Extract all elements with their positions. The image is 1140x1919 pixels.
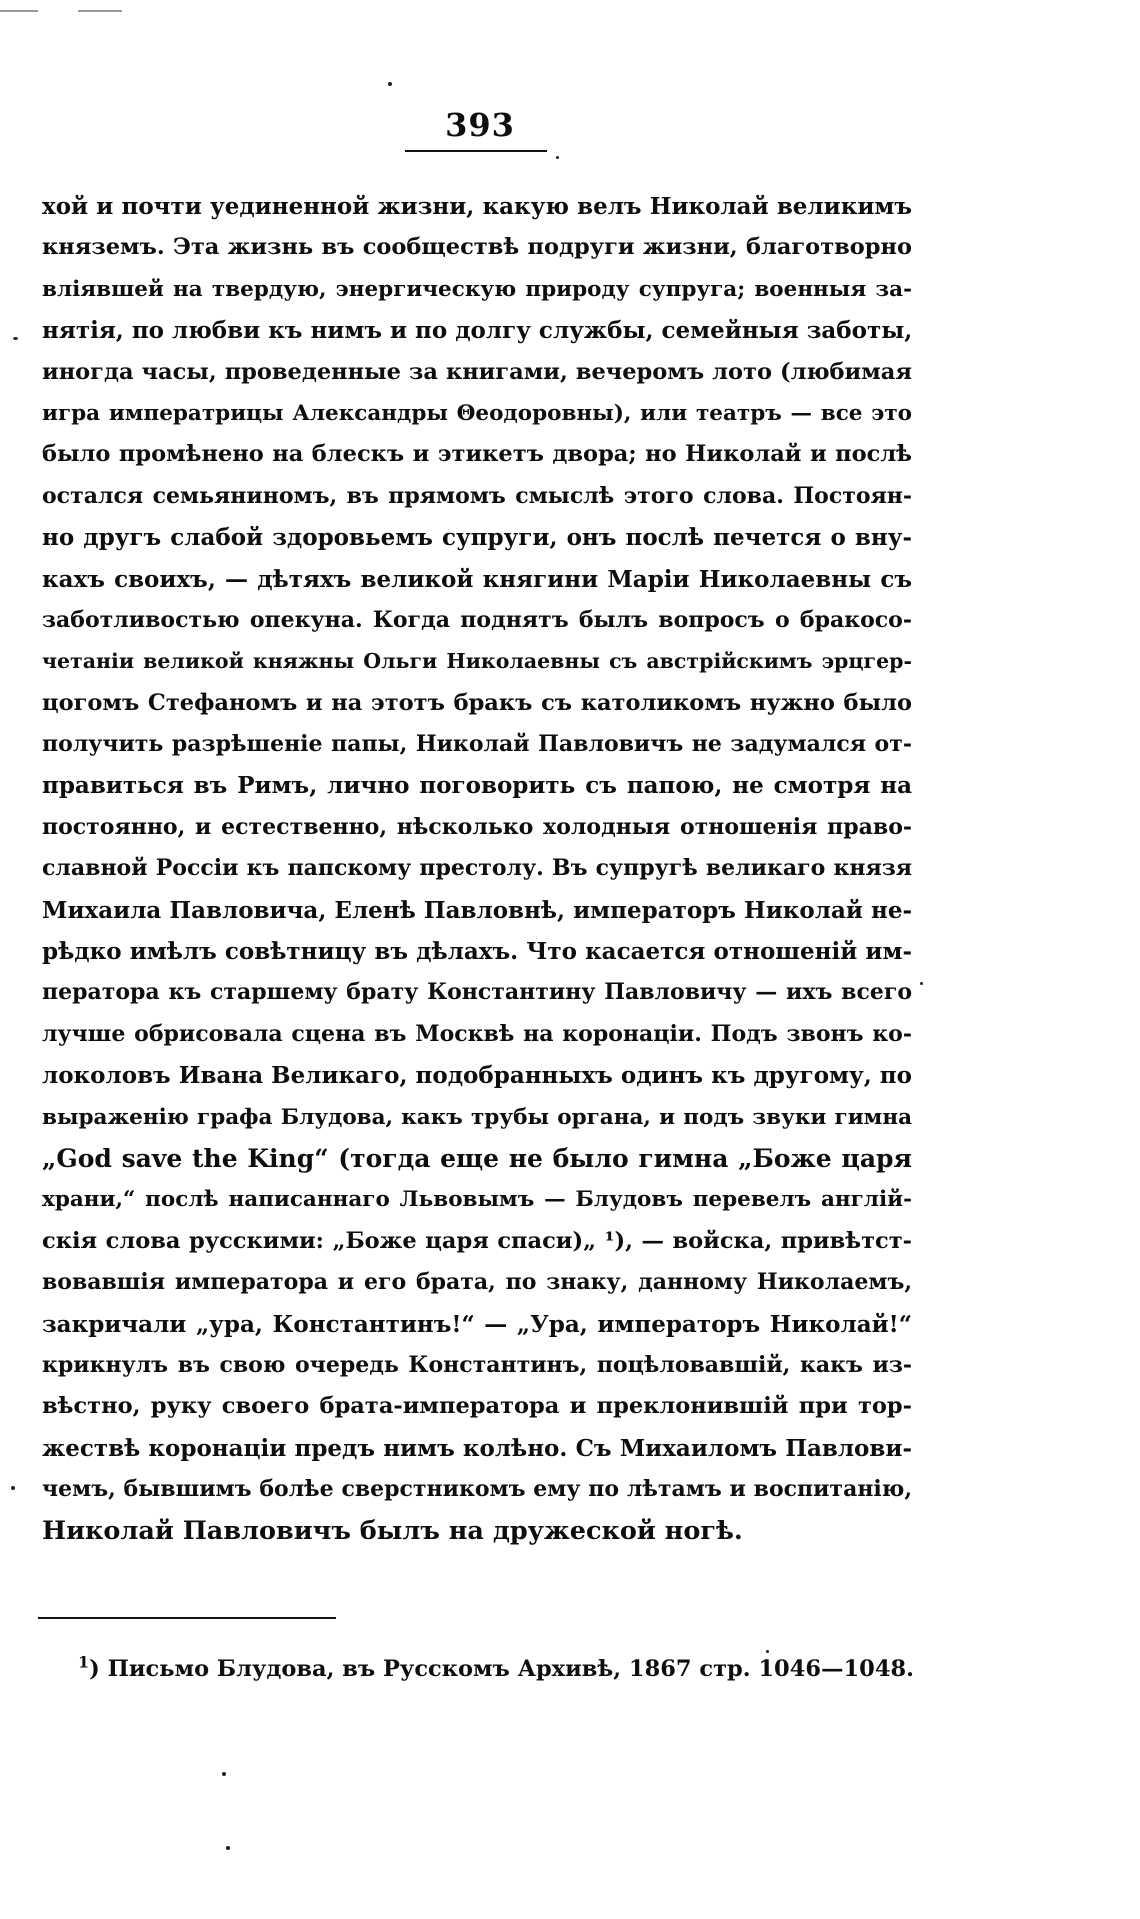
text-line: ператора къ старшему брату Константину Павловичу — ихъ всего [42, 979, 912, 1006]
text-line: храни,“ послѣ написаннаго Львовымъ — Блудовъ перевелъ англiй- [42, 1187, 912, 1213]
text-line: нятiя, по любви къ нимъ и по долгу службы, семейныя заботы, [42, 317, 912, 345]
text-line: лучше обрисовала сцена въ Москвѣ на коронацiи. Подъ звонъ ко- [42, 1020, 912, 1047]
scan-speck [766, 1650, 769, 1653]
text-line: скiя слова русскими: „Боже царя спаси)„ ¹), — войска, привѣтст- [42, 1227, 912, 1254]
text-line: закричали „ура, Константинъ!“ — „Ура, императоръ Николай!“ [42, 1310, 912, 1338]
scan-speck [11, 1486, 15, 1490]
text-line: иногда часы, проведенные за книгами, вечеромъ лото (любимая [42, 358, 912, 385]
text-line: получить разрѣшенiе папы, Николай Павловичъ не задумался от- [42, 731, 912, 758]
text-line: локоловъ Ивана Великаго, подобранныхъ одинъ къ другому, по [42, 1062, 912, 1090]
body-text [42, 186, 912, 1552]
text-line: „God save the King“ (тогда еще не было гимна „Боже царя [42, 1143, 912, 1173]
footnote-marker: 1 [78, 1652, 90, 1672]
text-line: игра императрицы Александры Θеодоровны), или театръ — все это [42, 400, 912, 426]
text-line: правиться въ Римъ, лично поговорить съ папою, не смотря на [42, 772, 912, 800]
scan-mark [0, 10, 38, 12]
footnote-rule [38, 1617, 336, 1619]
text-line: вовавшiя императора и его брата, по знаку, данному Николаемъ, [42, 1269, 912, 1296]
text-line: рѣдко имѣлъ совѣтницу въ дѣлахъ. Что касается отношенiй им- [42, 938, 912, 966]
text-line: влiявшей на твердую, энергическую природу супруга; военныя за- [42, 276, 912, 302]
text-line: чемъ, бывшимъ болѣе сверстникомъ ему по лѣтамъ и воспитанiю, [42, 1476, 912, 1503]
text-line: было промѣнено на блескъ и этикетъ двора; но Николай и послѣ [42, 441, 912, 468]
text-line: княземъ. Эта жизнь въ сообществѣ подруги жизни, благотворно [42, 234, 912, 261]
scan-mark [78, 10, 122, 12]
text-line: постоянно, и естественно, нѣсколько холодныя отношенiя право- [42, 813, 912, 840]
text-line: четанiи великой княжны Ольги Николаевны съ австрiйскимъ эрцгер- [42, 649, 912, 674]
text-line: жествѣ коронацiи предъ нимъ колѣно. Съ Михаиломъ Павлови- [42, 1434, 912, 1462]
page-number-rule [405, 150, 547, 152]
text-line: хой и почти уединенной жизни, какую велъ Николай великимъ [42, 193, 912, 220]
text-line: славной Россiи къ папскому престолу. Въ супругѣ великаго князя [42, 855, 912, 882]
text-line: остался семьяниномъ, въ прямомъ смыслѣ этого слова. Постоян- [42, 482, 912, 509]
scan-speck [388, 82, 392, 86]
scan-speck [920, 982, 923, 985]
text-line: кахъ своихъ, — дѣтяхъ великой княгини Марiи Николаевны съ [42, 565, 912, 593]
text-line: Николай Павловичъ былъ на дружеской ногѣ. [42, 1515, 743, 1546]
text-line: крикнулъ въ свою очередь Константинъ, поцѣловавшiй, какъ из- [42, 1351, 912, 1378]
footnote [78, 1652, 918, 1682]
text-line: вѣстно, руку своего брата-императора и преклонившiй при тор- [42, 1393, 912, 1420]
text-line: цогомъ Стефаномъ и на этотъ бракъ съ католикомъ нужно было [42, 689, 912, 716]
scan-speck [222, 1772, 226, 1776]
footnote-text: ) Письмо Блудова, въ Русскомъ Архивѣ, 1867 стр. 1046—1048. [89, 1656, 914, 1682]
scan-speck [226, 1846, 230, 1850]
text-line: заботливостью опекуна. Когда поднятъ былъ вопросъ о бракосо- [42, 606, 912, 633]
scan-speck [556, 156, 559, 159]
scan-speck [13, 337, 18, 340]
text-line: но другъ слабой здоровьемъ супруги, онъ послѣ печется о вну- [42, 524, 912, 552]
text-line: выраженiю графа Блудова, какъ трубы органа, и подъ звуки гимна [42, 1104, 912, 1130]
text-line: Михаила Павловича, Еленѣ Павловнѣ, императоръ Николай не- [42, 896, 912, 924]
page-number: 393 [445, 106, 515, 144]
